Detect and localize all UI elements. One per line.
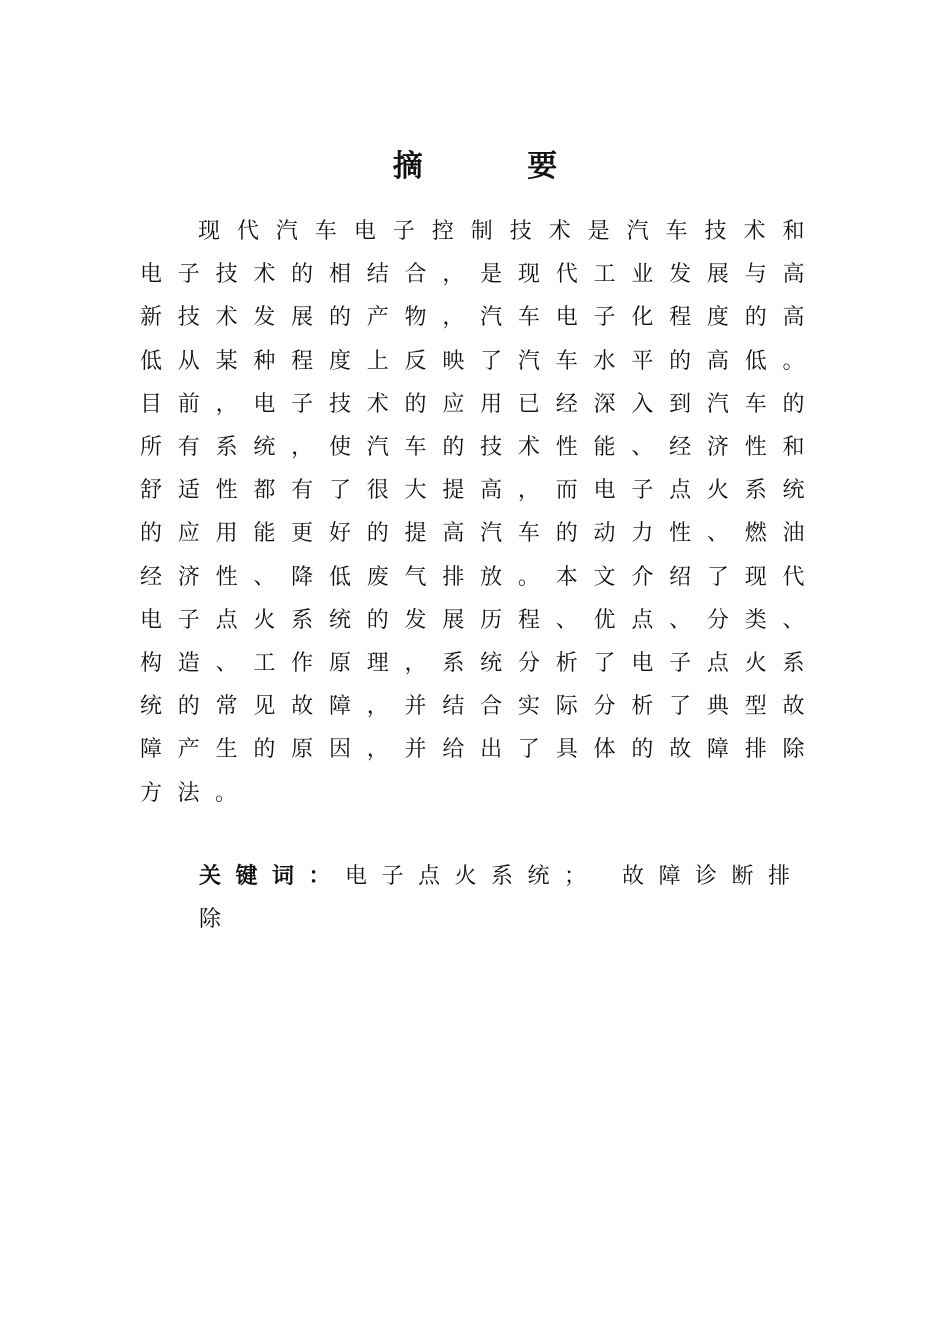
keywords-line bbox=[199, 855, 821, 941]
keywords-value: 电子点火系统； 故障诊断排除 bbox=[199, 864, 805, 932]
abstract-body: 现代汽车电子控制技术是汽车技术和电子技术的相结合，是现代工业发展与高新技术发展的产物，汽车电子化程度的高低从某种程度上反映了汽车水平的高低。目前，电子技术的应用已经深入到汽车的所有系统，使汽车的技术性能、经济性和舒适性都有了很大提高，而电子点火系统的应用能更好的提高汽车的动力性、燃油经济性、降低废气排放。本文介绍了现代电子点火系统的发展历程、优点、分类、构造、工作原理，系统分析了电子点火系统的常见故障，并结合实际分析了典型故障产生的原因，并给出了具体的故障排除方法。 bbox=[140, 219, 820, 806]
abstract-title: 摘 要 bbox=[392, 149, 558, 184]
keywords-label: 关键词： bbox=[199, 863, 346, 889]
